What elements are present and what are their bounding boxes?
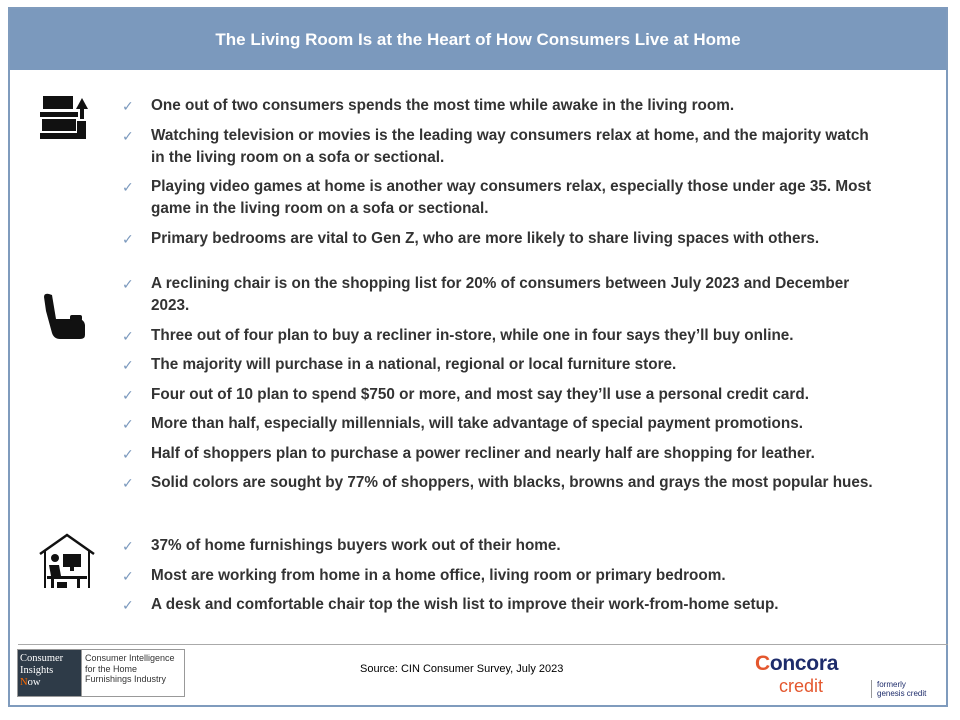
list-item: ✓ More than half, especially millennials, will take advantage of special payment promotions. [122,413,886,435]
list-item: ✓ One out of two consumers spends the most time while awake in the living room. [122,95,886,117]
sofa-icon [40,95,92,141]
footer-divider [18,644,948,645]
check-icon: ✓ [122,98,134,114]
section-2-points [122,273,886,502]
list-item: ✓ Playing video games at home is another way consumers relax, especially those under age 35. Most game in the living room on a sofa or sectional. [122,178,872,217]
list-item: ✓ Watching television or movies is the leading way consumers relax at home, and the majority watch in the living room on a sofa or sectional. [122,126,869,166]
list-item: ✓ The majority will purchase in a national, regional or local furniture store. [122,354,886,376]
list-item: ✓ Most are working from home in a home office, living room or primary bedroom. [122,565,886,587]
list-item: ✓ Solid colors are sought by 77% of shoppers, with blacks, browns and grays the most popular hues. [122,472,886,494]
list-item: ✓ 37% of home furnishings buyers work out of their home. [122,535,886,557]
check-icon: ✓ [122,416,134,432]
check-icon: ✓ [122,386,134,403]
list-item: ✓ Half of shoppers plan to purchase a power recliner and nearly half are shopping for leather. [122,443,886,465]
check-icon: ✓ [122,230,134,247]
section-3-points [122,535,886,624]
check-icon: ✓ [122,327,134,344]
check-icon: ✓ [122,357,134,373]
check-icon: ✓ [122,538,134,554]
check-icon: ✓ [122,475,134,491]
source-note: Source: CIN Consumer Survey, July 2023 [360,663,564,675]
check-icon: ✓ [122,127,134,144]
formerly-note: formerly genesis credit [871,680,926,698]
check-icon: ✓ [122,597,134,613]
slide-title: The Living Room Is at the Heart of How Consumers Live at Home [10,9,946,70]
check-icon: ✓ [122,276,134,292]
concora-wordmark: Concora [755,652,839,675]
cin-logo-tagline: Consumer Intelligence for the Home Furnishings Industry [81,650,184,696]
check-icon: ✓ [122,179,134,195]
list-item: ✓ Primary bedrooms are vital to Gen Z, who are more likely to share living spaces with others. [122,228,886,250]
cin-logo-mark: Consumer Insights Now [18,650,81,696]
cin-logo [17,649,185,697]
list-item: ✓ A desk and comfortable chair top the wish list to improve their work-from-home setup. [122,594,886,616]
home-office-icon [37,532,97,590]
section-1-points [122,95,886,257]
list-item: ✓ Three out of four plan to buy a recliner in-store, while one in four says they’ll buy online. [122,325,886,347]
check-icon: ✓ [122,567,134,584]
concora-credit-text: credit [779,676,824,696]
recliner-icon [40,291,92,343]
list-item: ✓ Four out of 10 plan to spend $750 or more, and most say they’ll use a personal credit card. [122,384,886,406]
concora-credit-logo [755,652,935,698]
slide-frame [8,7,948,707]
list-item: ✓ A reclining chair is on the shopping list for 20% of consumers between July 2023 and December 2023. [122,275,850,314]
check-icon: ✓ [122,445,134,462]
